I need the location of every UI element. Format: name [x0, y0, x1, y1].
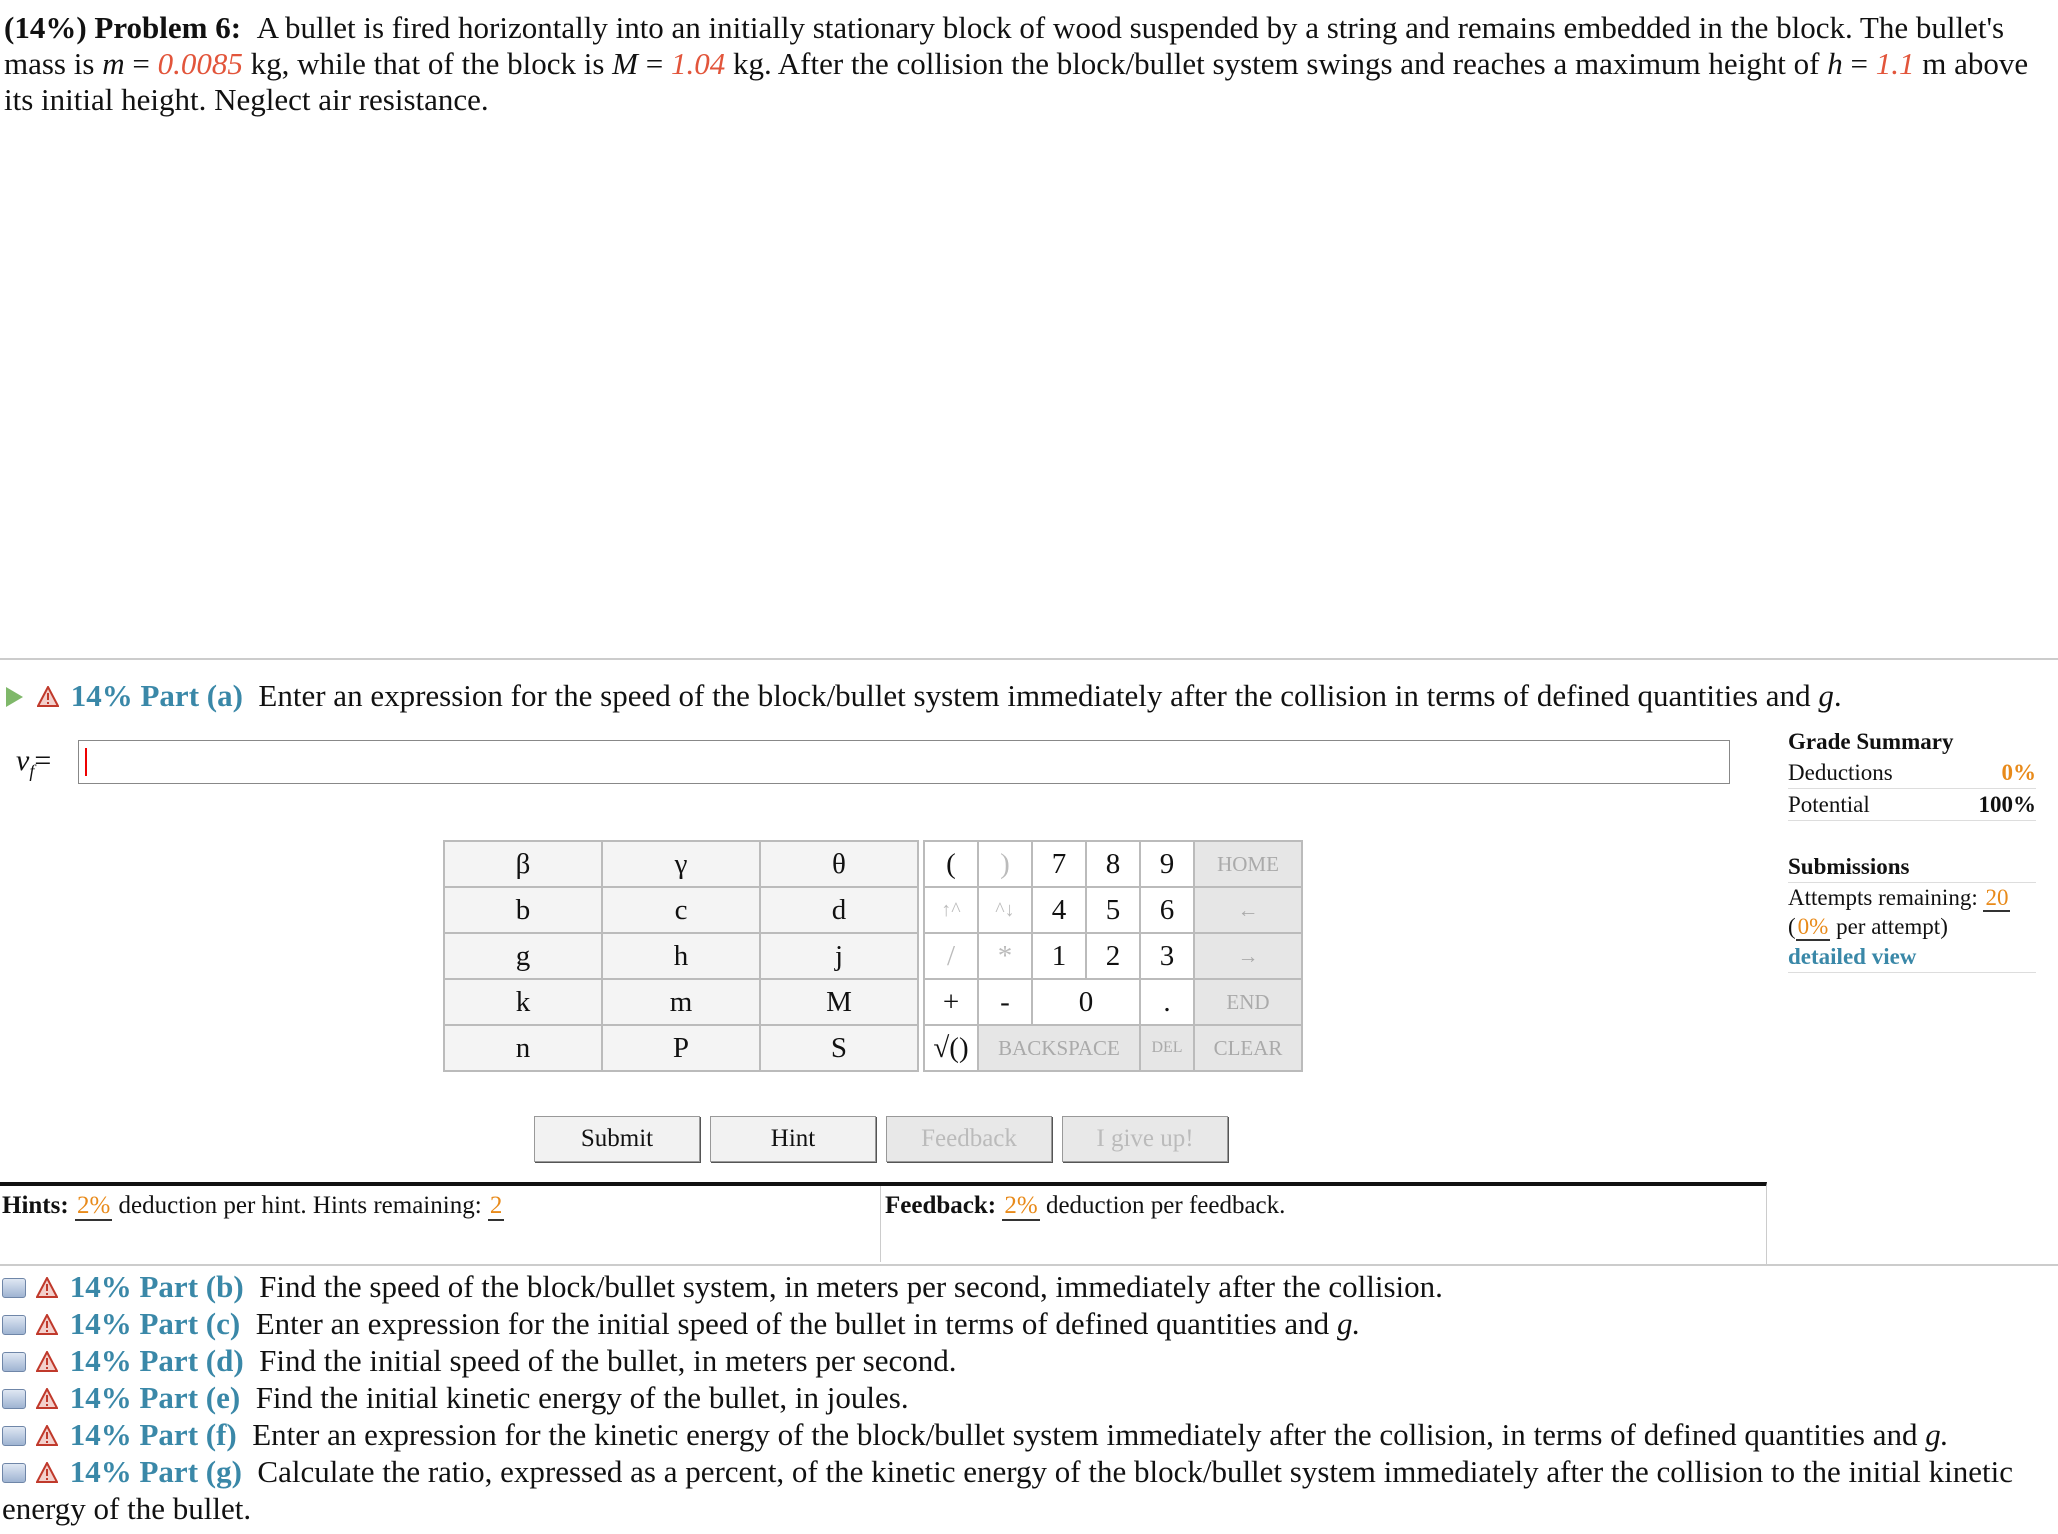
key-beta[interactable]: β	[444, 841, 602, 887]
hint-button[interactable]: Hint	[710, 1116, 876, 1162]
deductions-value: 0%	[2001, 760, 2036, 785]
key-d[interactable]: d	[760, 887, 918, 933]
divider	[880, 1186, 881, 1262]
keypad	[443, 840, 1303, 1072]
collapsed-part-icon	[2, 1426, 26, 1446]
part-item[interactable]: 14% Part (e) Find the initial kinetic energy of the bullet, in joules.	[2, 1379, 2042, 1416]
text-cursor	[85, 748, 87, 776]
hints-info	[2, 1192, 504, 1220]
key-home[interactable]: HOME	[1194, 841, 1302, 887]
grade-summary-title: Grade Summary	[1788, 729, 1954, 754]
h-symbol: h	[1827, 46, 1843, 81]
part-a-tag: 14% Part (a)	[70, 678, 243, 713]
after-h-text: m above its initial height. Neglect air resistance.	[4, 46, 2029, 117]
feedback-label: Feedback:	[885, 1192, 997, 1219]
key-b[interactable]: b	[444, 887, 602, 933]
divider	[0, 658, 2058, 660]
key-j[interactable]: j	[760, 933, 918, 979]
hints-label: Hints:	[2, 1192, 69, 1219]
per-attempt-value: 0%	[1797, 914, 1829, 939]
problem-weight: (14%)	[4, 10, 87, 45]
part-item[interactable]: 14% Part (g) Calculate the ratio, expressed as a percent, of the kinetic energy of the block/bullet system immediately after the collision to the initial kinetic energy of the bullet.	[2, 1454, 2013, 1526]
part-item[interactable]: 14% Part (d) Find the initial speed of the bullet, in meters per second.	[2, 1342, 2042, 1379]
potential-label: Potential	[1788, 792, 1870, 817]
key-1[interactable]: 1	[1032, 933, 1086, 979]
key-left-arrow[interactable]: ←	[1194, 887, 1302, 933]
warning-icon	[36, 1388, 58, 1410]
key-dot[interactable]: .	[1140, 979, 1194, 1025]
give-up-button[interactable]: I give up!	[1062, 1116, 1228, 1162]
collapsed-part-icon	[2, 1463, 26, 1483]
after-M-text: kg. After the collision the block/bullet system swings and reaches a maximum height of	[732, 46, 1820, 81]
problem-label: Problem 6:	[94, 10, 242, 45]
warning-icon	[36, 1277, 58, 1299]
key-sqrt[interactable]: √()	[924, 1025, 978, 1071]
answer-label: $v_f=$	[16, 744, 52, 781]
key-9[interactable]: 9	[1140, 841, 1194, 887]
feedback-info	[885, 1192, 1285, 1220]
grade-summary: Grade Summary Deductions 0% Potential 100% Submissions Attempts remaining: 20 (0% per attempt) detailed view	[1788, 726, 2036, 973]
key-6[interactable]: 6	[1140, 887, 1194, 933]
part-item[interactable]: 14% Part (b) Find the speed of the block/bullet system, in meters per second, immediately after the collision.	[2, 1268, 2042, 1305]
key-backspace[interactable]: BACKSPACE	[978, 1025, 1140, 1071]
key-P[interactable]: P	[602, 1025, 760, 1071]
m-value: 0.0085	[157, 46, 243, 81]
M-symbol: M	[612, 46, 638, 81]
collapsed-part-icon	[2, 1315, 26, 1335]
g-symbol: g	[1818, 678, 1834, 713]
key-del[interactable]: DEL	[1140, 1025, 1194, 1071]
potential-value: 100%	[1978, 792, 2036, 817]
attempts-value: 20	[1985, 885, 2009, 910]
m-symbol: m	[102, 46, 125, 81]
key-8[interactable]: 8	[1086, 841, 1140, 887]
key-n[interactable]: n	[444, 1025, 602, 1071]
warning-icon	[36, 1462, 58, 1484]
hints-text: deduction per hint. Hints remaining:	[118, 1192, 482, 1219]
part-a-header[interactable]: 14% Part (a) Enter an expression for the speed of the block/bullet system immediately after the collision in terms of defined quantities and g.	[6, 676, 1842, 716]
key-rparen[interactable]: )	[978, 841, 1032, 887]
feedback-deduction: 2%	[1004, 1192, 1038, 1219]
key-S[interactable]: S	[760, 1025, 918, 1071]
submissions-title: Submissions	[1788, 851, 2036, 883]
key-c[interactable]: c	[602, 887, 760, 933]
expand-arrow-icon[interactable]	[6, 687, 23, 707]
warning-icon	[36, 1314, 58, 1336]
deductions-label: Deductions	[1788, 760, 1893, 785]
key-5[interactable]: 5	[1086, 887, 1140, 933]
key-3[interactable]: 3	[1140, 933, 1194, 979]
key-plus[interactable]: +	[924, 979, 978, 1025]
key-2[interactable]: 2	[1086, 933, 1140, 979]
key-g[interactable]: g	[444, 933, 602, 979]
warning-icon	[36, 1425, 58, 1447]
after-m-text: kg, while that of the block is	[250, 46, 605, 81]
answer-input[interactable]	[78, 740, 1730, 784]
key-star[interactable]: *	[978, 933, 1032, 979]
key-7[interactable]: 7	[1032, 841, 1086, 887]
attempts-label: Attempts remaining:	[1788, 885, 1978, 910]
key-m[interactable]: m	[602, 979, 760, 1025]
collapsed-part-icon	[2, 1352, 26, 1372]
feedback-text: deduction per feedback.	[1045, 1192, 1286, 1219]
key-right-arrow[interactable]: →	[1194, 933, 1302, 979]
key-up[interactable]: ↑^	[924, 887, 978, 933]
submit-button[interactable]: Submit	[534, 1116, 700, 1162]
M-value: 1.04	[670, 46, 726, 81]
key-minus[interactable]: -	[978, 979, 1032, 1025]
key-clear[interactable]: CLEAR	[1194, 1025, 1302, 1071]
key-down[interactable]: ^↓	[978, 887, 1032, 933]
key-M[interactable]: M	[760, 979, 918, 1025]
problem-text: A bullet is fired horizontally into an initially stationary block of wood suspended by a string and remains embedded in the block. The bullet's mass is	[4, 10, 2005, 81]
detailed-view-link[interactable]: detailed view	[1788, 944, 1917, 969]
key-slash[interactable]: /	[924, 933, 978, 979]
key-h[interactable]: h	[602, 933, 760, 979]
warning-icon	[36, 1351, 58, 1373]
hints-deduction: 2%	[76, 1192, 111, 1219]
per-attempt-text: per attempt)	[1836, 914, 1948, 939]
hints-remaining: 2	[489, 1192, 503, 1219]
key-0[interactable]: 0	[1032, 979, 1140, 1025]
h-value: 1.1	[1875, 46, 1915, 81]
parts-list	[2, 1268, 2042, 1527]
part-item[interactable]: 14% Part (c) Enter an expression for the initial speed of the bullet in terms of defined quantities and g.	[2, 1305, 2042, 1342]
feedback-button[interactable]: Feedback	[886, 1116, 1052, 1162]
part-item[interactable]: 14% Part (f) Enter an expression for the kinetic energy of the block/bullet system immediately after the collision, in terms of defined quantities and g.	[2, 1416, 2042, 1453]
problem-statement: (14%) Problem 6: A bullet is fired horizontally into an initially stationary block of wood suspended by a string and remains embedded in the block. The bullet's mass is m = 0.0085 kg, while that of the block is M = 1.04 kg. After the collision the block/bullet system swings and reaches a maximum height of h = 1.1 m above its initial height. Neglect air resistance.	[4, 10, 2029, 117]
key-4[interactable]: 4	[1032, 887, 1086, 933]
part-a-text: Enter an expression for the speed of the block/bullet system immediately after the collision in terms of defined quantities and	[258, 678, 1811, 713]
key-theta[interactable]: θ	[760, 841, 918, 887]
key-end[interactable]: END	[1194, 979, 1302, 1025]
key-gamma[interactable]: γ	[602, 841, 760, 887]
divider	[0, 1264, 2058, 1266]
key-k[interactable]: k	[444, 979, 602, 1025]
warning-icon	[37, 686, 59, 708]
collapsed-part-icon	[2, 1278, 26, 1298]
collapsed-part-icon	[2, 1389, 26, 1409]
key-lparen[interactable]: (	[924, 841, 978, 887]
